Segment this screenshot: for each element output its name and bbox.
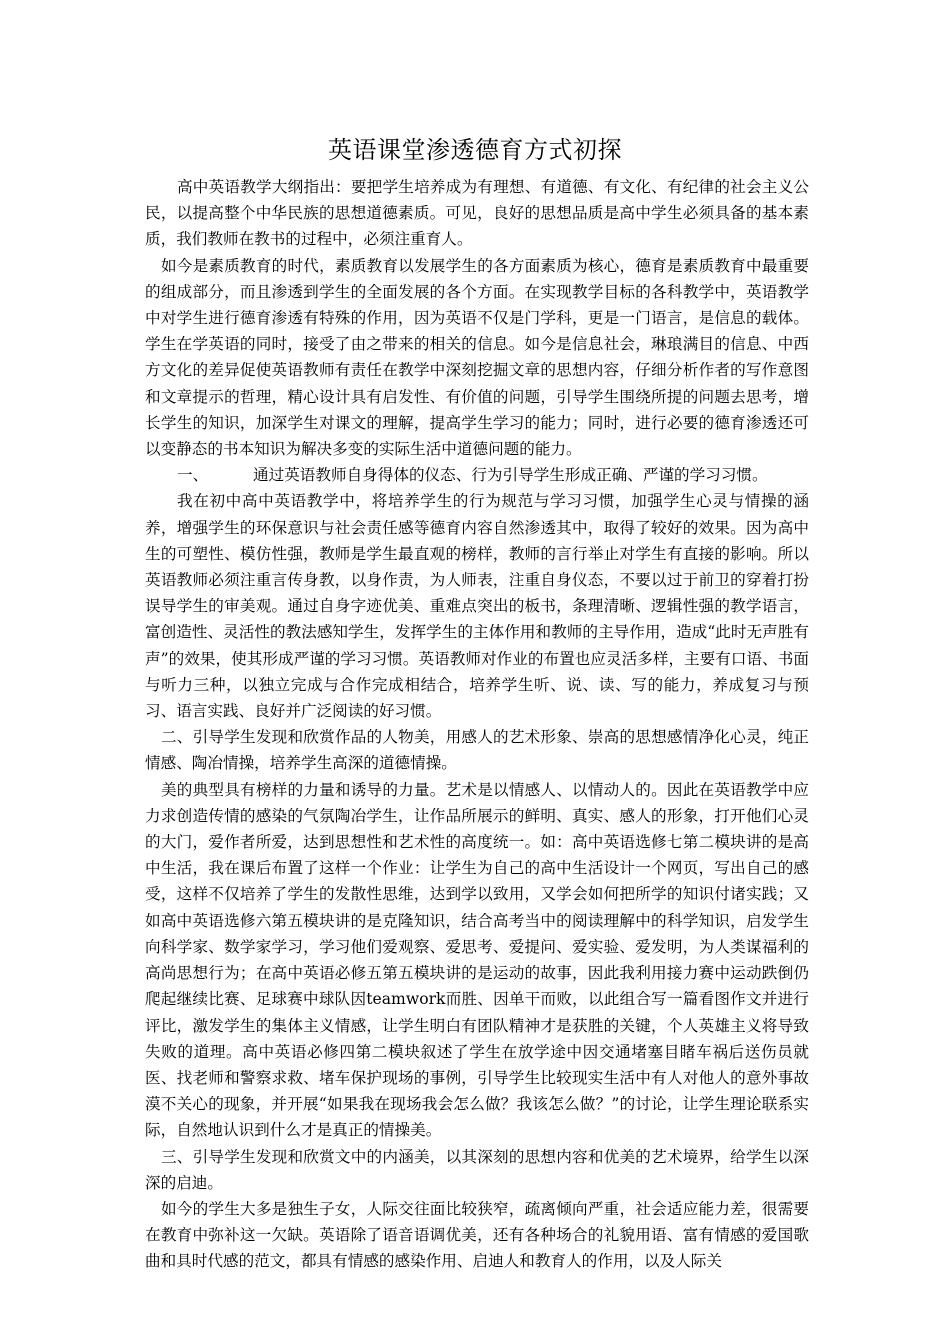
document-body (145, 174, 809, 1275)
section-1-heading-line (145, 462, 809, 488)
intro-paragraph: 高中英语教学大纲指出：要把学生培养成为有理想、有道德、有文化、有纪律的社会主义公民，以提高整个中华民族的思想道德素质。可见，良好的思想品质是高中学生必须具备的基本素质，我们教师在教书的过程中，必须注重育人。 (145, 178, 809, 249)
section-3-heading: 三、引导学生发现和欣赏文中的内涵美，以其深刻的思想内容和优美的艺术境界，给学生以深深的启迪。 (145, 1147, 809, 1192)
section-2-heading: 二、引导学生发现和欣赏作品的人物美，用感人的艺术形象、崇高的思想感情净化心灵，纯正情感、陶冶情操，培养学生高深的道德情操。 (145, 728, 809, 773)
section-3-body: 如今的学生大多是独生子女，人际交往面比较狭窄，疏离倾向严重，社会适应能力差，很需要在教育中弥补这一欠缺。英语除了语音语调优美，还有各种场合的礼貌用语、富有情感的爱国歌曲和具时代感的范文，都具有情感的感染作用、启迪人和教育人的作用，以及人际关 (145, 1199, 809, 1271)
section-2-body: 美的典型具有榜样的力量和诱导的力量。艺术是以情感人、以情动人的。因此在英语教学中应力求创造传情的感染的气氛陶冶学生，让作品所展示的鲜明、真实、感人的形象，打开他们心灵的大门，爱作者所爱，达到思想性和艺术性的高度统一。如：高中英语选修七第二模块讲的是高中生活，我在课后布置了这样一个作业：让学生为自己的高中生活设计一个网页，写出自己的感受，这样不仅培养了学生的发散性思维，达到学以致用，又学会如何把所学的知识付诸实践；又如高中英语选修六第五模块讲的是克隆知识，结合高考当中的阅读理解中的科学知识，启发学生向科学家、数学家学习，学习他们爱观察、爱思考、爱提问、爱实验、爱发明，为人类谋福利的高尚思想行为；在高中英语必修五第五模块讲的是运动的故事，因此我利用接力赛中运动跌倒仍爬起继续比赛、足球赛中球队因teamwork而胜、因单干而败，以此组合写一篇看图作文并进行评比，激发学生的集体主义情感，让学生明白有团队精神才是获胜的关键，个人英雄主义将导致失败的道理。高中英语必修四第二模块叙述了学生在放学途中因交通堵塞目睹车祸后送伤员就医、找老师和警察求救、堵车保护现场的事例，引导学生比较现实生活中有人对他人的意外事故漠不关心的现象，并开展“如果我在现场我会怎么做？我该怎么做？”的讨论，让学生理论联系实际，自然地认识到什么才是真正的情操美。 (145, 780, 809, 1140)
section-1-heading: 通过英语教师自身得体的仪态、行为引导学生形成正确、严谨的学习习惯。 (253, 466, 768, 485)
section-1-body: 我在初中高中英语教学中，将培养学生的行为规范与学习习惯，加强学生心灵与情操的涵养，增强学生的环保意识与社会责任感等德育内容自然渗透其中，取得了较好的效果。因为高中生的可塑性、模仿性强，教师是学生最直观的榜样，教师的言行举止对学生有直接的影响。所以英语教师必须注重言传身教，以身作责，为人师表，注重自身仪态，不要以过于前卫的穿着打扮误导学生的审美观。通过自身字迹优美、重难点突出的板书，条理清晰、逻辑性强的教学语言，富创造性、灵活性的教法感知学生，发挥学生的主体作用和教师的主导作用，造成“此时无声胜有声”的效果，使其形成严谨的学习习惯。英语教师对作业的布置也应灵活多样，主要有口语、书面与听力三种，以独立完成与合作完成相结合，培养学生听、说、读、写的能力，养成复习与预习、语言实践、良好并广泛阅读的好习惯。 (145, 492, 809, 721)
document-title: 英语课堂渗透德育方式初探 (328, 136, 622, 164)
section-1-number: 一、 (177, 466, 209, 485)
paragraph-2: 如今是素质教育的时代，素质教育以发展学生的各方面素质为核心，德育是素质教育中最重要的组成部分，而且渗透到学生的全面发展的各个方面。在实现教学目标的各科教学中，英语教学中对学生进行德育渗透有特殊的作用，因为英语不仅是门学科，更是一门语言，是信息的载体。学生在学英语的同时，接受了由之带来的相关的信息。如今是信息社会，琳琅满目的信息、中西方文化的差异促使英语教师有责任在教学中深刻挖掘文章的思想内容，仔细分析作者的写作意图和文章提示的哲理，精心设计具有启发性、有价值的问题，引导学生围绕所提的问题去思考，增长学生的知识，加深学生对课文的理解，提高学生学习的能力；同时，进行必要的德育渗透还可以变静态的书本知识为解决多变的实际生活中道德问题的能力。 (145, 256, 809, 459)
